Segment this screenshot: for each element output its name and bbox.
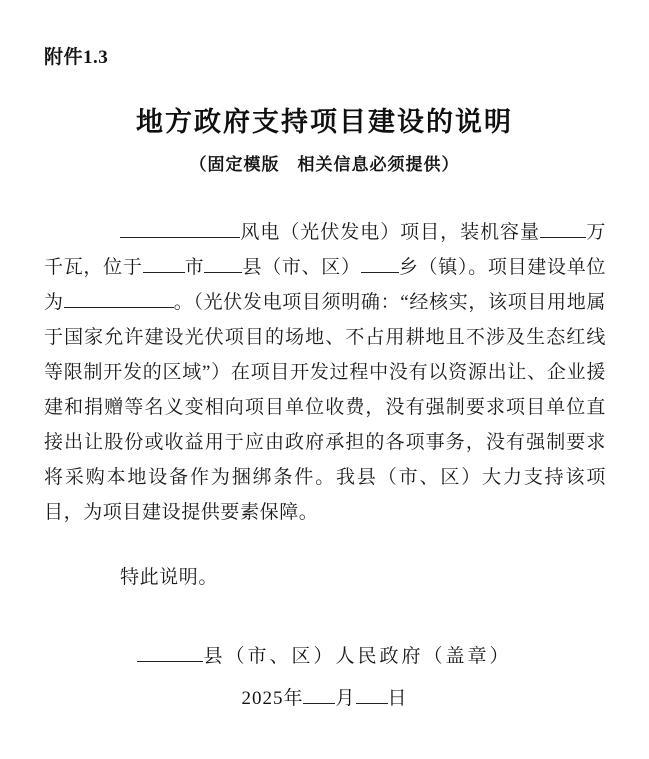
paragraph-seg4: 市 [184, 257, 205, 278]
paragraph-seg5: 县（市、区） [242, 257, 361, 278]
paragraph-seg6: 乡（镇）。项目建设单位 [398, 257, 607, 278]
date-year-unit: 年 [283, 688, 304, 709]
document-body [44, 215, 606, 595]
date-year: 2025 [241, 688, 284, 709]
blank-city[interactable] [143, 252, 185, 273]
signature-block [0, 640, 649, 716]
paragraph-spacer [44, 530, 606, 560]
paragraph-green-clause: 属于国家允许建设光伏项目的场地、不占用耕地且不涉及生态红线等限制开发的区域”） [44, 292, 606, 383]
date-month-unit: 月 [335, 688, 356, 709]
paragraph-seg2: 万千瓦， [44, 222, 606, 278]
blank-government-county[interactable] [137, 641, 203, 662]
signature-text: 县（市、区）人民政府（盖章） [203, 646, 512, 667]
signature-line [0, 640, 649, 674]
page-title: 地方政府支持项目建设的说明 [136, 107, 513, 137]
date-line [0, 682, 649, 716]
paragraph-main [44, 215, 606, 530]
blank-township[interactable] [361, 252, 399, 273]
paragraph-seg3: 位于 [103, 257, 143, 278]
paragraph-seg8: 。（光伏发电项目须明确：“经核实，该项目用地 [173, 292, 587, 313]
paragraph-rest: 在项目开发过程中没有以资源出让、企业援建和捐赠等名义变相向项目单位收费，没有强制要求项目单位直接出让股份或收益用于应由政府承担的各项事务，没有强制要求将采购本地设备作为捆绑条件。我县（市、区）大力支持该项目，为项目建设提供要素保障。 [44, 362, 606, 523]
date-day-unit: 日 [387, 688, 408, 709]
blank-project-name[interactable] [120, 217, 240, 238]
paragraph-seg7: 为 [44, 292, 64, 313]
document-subtitle: （固定模版 相关信息必须提供） [189, 155, 460, 174]
paragraph-closing: 特此说明。 [120, 567, 219, 588]
attachment-label: 附件1.3 [44, 47, 109, 68]
blank-day[interactable] [356, 683, 388, 704]
paragraph-seg1: 风电（光伏发电）项目，装机容量 [240, 222, 541, 243]
blank-month[interactable] [303, 683, 335, 704]
blank-capacity[interactable] [540, 217, 586, 238]
blank-unit-name[interactable] [64, 287, 174, 308]
blank-county[interactable] [204, 252, 242, 273]
